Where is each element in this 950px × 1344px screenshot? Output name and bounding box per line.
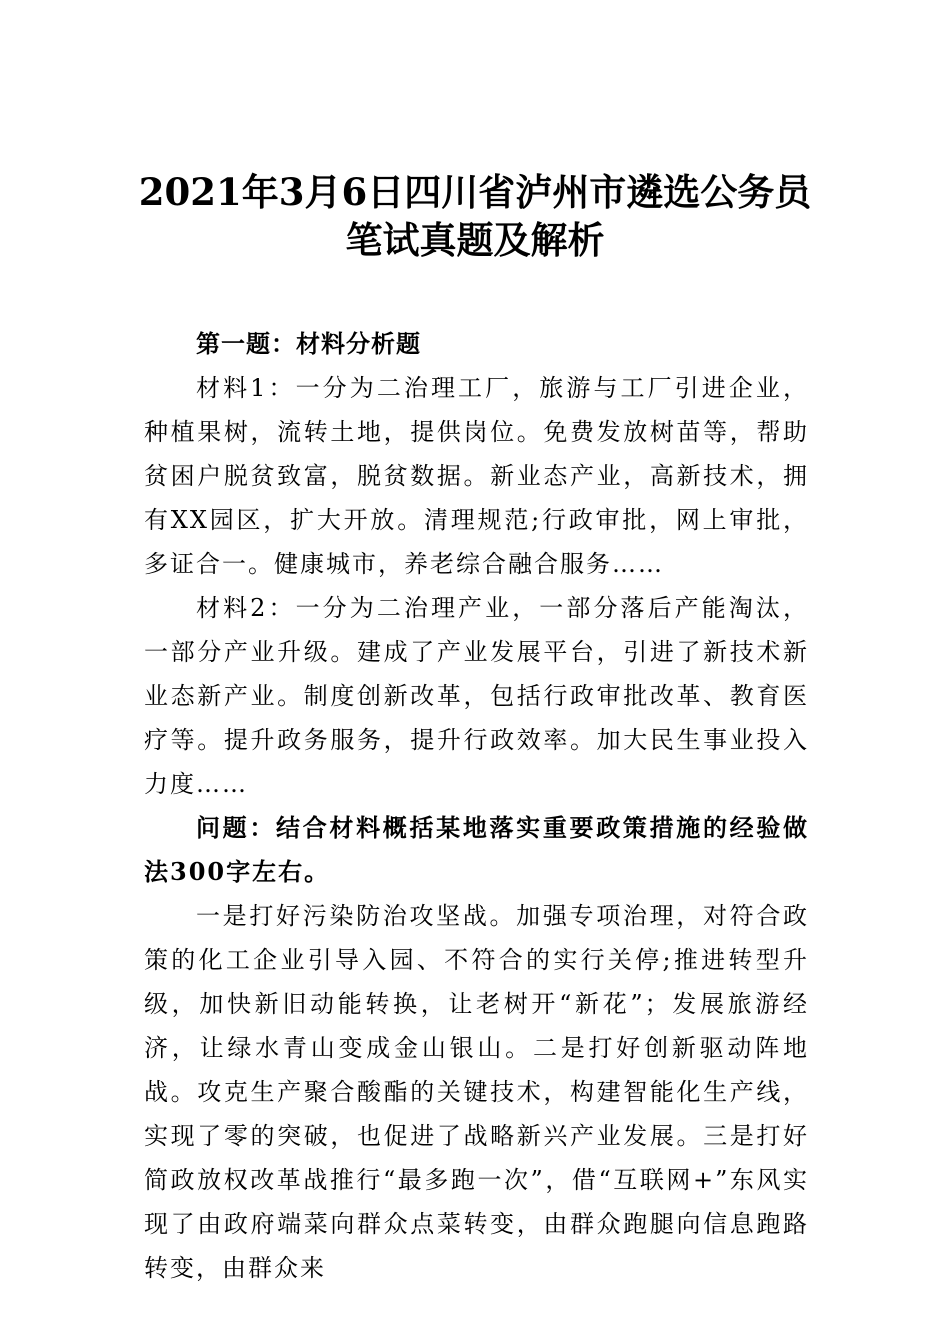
document-title: [100, 168, 850, 264]
material-1-paragraph: 材料1：一分为二治理工厂，旅游与工厂引进企业，种植果树，流转土地，提供岗位。免费发放树苗等，帮助贫困户脱贫致富，脱贫数据。新业态产业，高新技术，拥有XX园区，扩大开放。清理规范;行政审批，网上审批，多证合一。健康城市，养老综合融合服务……: [144, 374, 809, 578]
question-paragraph: 问题：结合材料概括某地落实重要政策措施的经验做法300字左右。: [144, 813, 809, 886]
material-2-paragraph: 材料2：一分为二治理产业，一部分落后产能淘汰，一部分产业升级。建成了产业发展平台，引进了新技术新业态新产业。制度创新改革，包括行政审批改革、教育医疗等。提升政务服务，提升行政效率。加大民生事业投入力度……: [144, 594, 809, 798]
answer-paragraph: 一是打好污染防治攻坚战。加强专项治理，对符合政策的化工企业引导入园、不符合的实行关停;推进转型升级，加快新旧动能转换，让老树开“新花”；发展旅游经济，让绿水青山变成金山银山。二是打好创新驱动阵地战。攻克生产聚合酸酯的关键技术，构建智能化生产线，实现了零的突破，也促进了战略新兴产业发展。三是打好简政放权改革战推行“最多跑一次”，借“互联网+”东风实现了由政府端菜向群众点菜转变，由群众跑腿向信息跑路转变，由群众来: [144, 902, 809, 1282]
section-heading: 第一题：材料分析题: [196, 329, 421, 358]
title-line-2: 笔试真题及解析: [345, 218, 605, 262]
document-body: [144, 322, 809, 1290]
title-line-1: 2021年3月6日四川省泸州市遴选公务员: [138, 170, 812, 214]
